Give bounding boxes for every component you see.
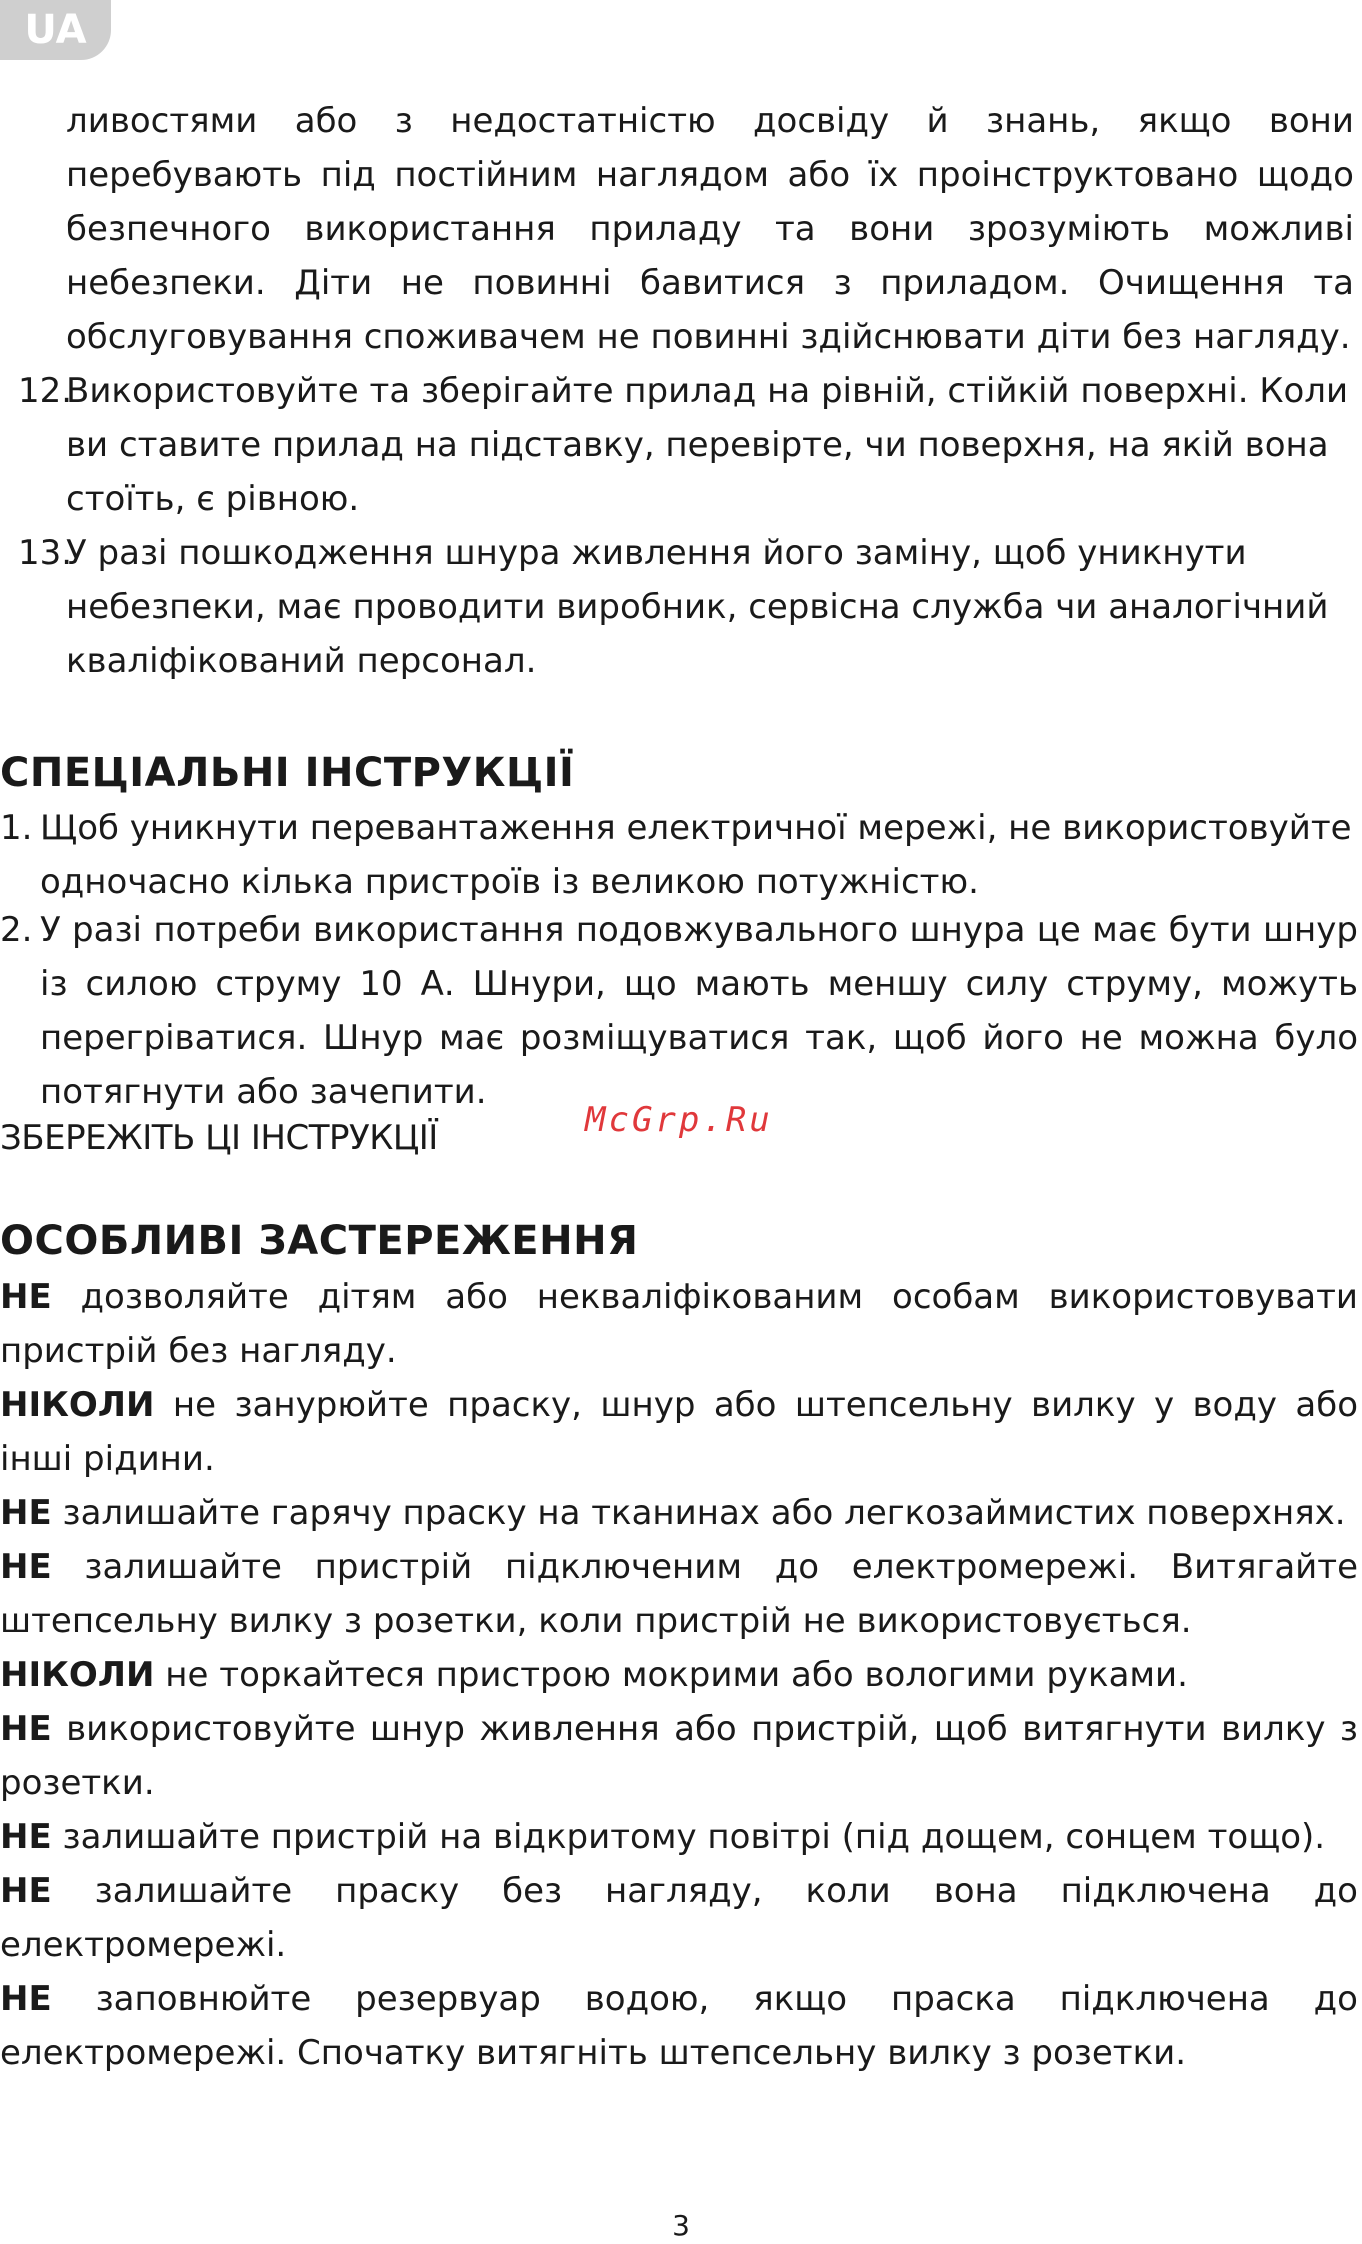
item-number: 1. (0, 808, 33, 848)
warning-lead: НЕ (0, 1493, 52, 1533)
item-text: У разі пошкодження шнура живлення його заміну, щоб уникнути небезпеки, має проводити виробник, сервісна служба чи аналогічний кваліфікований персонал. (66, 533, 1329, 681)
warning-text: використовуйте шнур живлення або пристрій, щоб витягнути вилку з розетки. (0, 1709, 1358, 1803)
continuation-paragraph: ливостями або з недостатністю досвіду й знань, якщо вони перебувають під постійним наглядом або їх проінструктовано щодо безпечного використання приладу та вони зрозуміють можливі небезпеки. Діти не повинні бавитися з приладом. Очищення та обслуговування споживачем не повинні здійснювати діти без нагляду. (66, 101, 1354, 357)
warning-text: залишайте гарячу праску на тканинах або легкозаймистих поверхнях. (51, 1493, 1346, 1533)
warning-lead: НЕ (0, 1547, 52, 1587)
warnings-heading: ОСОБЛИВІ ЗАСТЕРЕЖЕННЯ (0, 1218, 639, 1264)
warning-item (0, 1648, 1358, 1702)
warning-text: заповнюйте резервуар водою, якщо праска підключена до електромережі. Спочатку витягніть штепсельну вилку з розетки. (0, 1979, 1358, 2073)
item-number: 12. (18, 371, 73, 411)
warning-item (0, 1972, 1358, 2080)
warning-lead: НЕ (0, 1817, 52, 1857)
item-text: У разі потреби використання подовжувального шнура це має бути шнур із силою струму 10 А. Шнури, що мають меншу силу струму, можуть перегріватися. Шнур має розміщуватися так, щоб його не можна було потягнути або зачепити. (40, 910, 1358, 1112)
warning-item (0, 1378, 1358, 1486)
language-badge: UA (0, 0, 111, 60)
warning-item (0, 1702, 1358, 1810)
warning-item (0, 1864, 1358, 1972)
item-number: 2. (0, 910, 33, 950)
general-item-13 (18, 526, 1358, 688)
item-text: Використовуйте та зберігайте прилад на рівній, стійкій поверхні. Коли ви ставите прилад на підставку, перевірте, чи поверхня, на якій вона стоїть, є рівною. (66, 371, 1349, 519)
item-number: 13. (18, 533, 73, 573)
warning-text: не занурюйте праску, шнур або штепсельну вилку у воду або інші рідини. (0, 1385, 1358, 1479)
warning-lead: НІКОЛИ (0, 1655, 155, 1695)
warning-lead: НЕ (0, 1277, 52, 1317)
page-number: 3 (672, 2209, 690, 2242)
warning-lead: НІКОЛИ (0, 1385, 155, 1425)
special-item-2 (0, 903, 1358, 1119)
warning-item (0, 1486, 1358, 1540)
warning-lead: НЕ (0, 1709, 52, 1749)
warning-text: залишайте пристрій підключеним до електромережі. Витягайте штепсельну вилку з розетки, коли пристрій не використовується. (0, 1547, 1358, 1641)
special-instructions-heading: СПЕЦІАЛЬНІ ІНСТРУКЦІЇ (0, 750, 575, 796)
warning-item (0, 1270, 1358, 1378)
general-item-12 (18, 364, 1358, 526)
warning-lead: НЕ (0, 1871, 52, 1911)
warnings-list (0, 1270, 1358, 2080)
save-instructions-note: ЗБЕРЕЖІТЬ ЦІ ІНСТРУКЦІЇ (0, 1118, 438, 1158)
warning-text: не торкайтеся пристрою мокрими або вологими руками. (154, 1655, 1188, 1695)
special-item-1 (0, 801, 1358, 909)
watermark: McGrp.Ru (585, 1100, 773, 1140)
warning-text: залишайте праску без нагляду, коли вона підключена до електромережі. (0, 1871, 1358, 1965)
warning-lead: НЕ (0, 1979, 52, 2019)
warning-text: дозволяйте дітям або некваліфікованим особам використовувати пристрій без нагляду. (0, 1277, 1358, 1371)
warning-item (0, 1810, 1358, 1864)
warning-item (0, 1540, 1358, 1648)
warning-text: залишайте пристрій на відкритому повітрі (під дощем, сонцем тощо). (51, 1817, 1326, 1857)
item-text: Щоб уникнути перевантаження електричної мережі, не використовуйте одночасно кілька пристроїв із великою потужністю. (40, 808, 1352, 902)
